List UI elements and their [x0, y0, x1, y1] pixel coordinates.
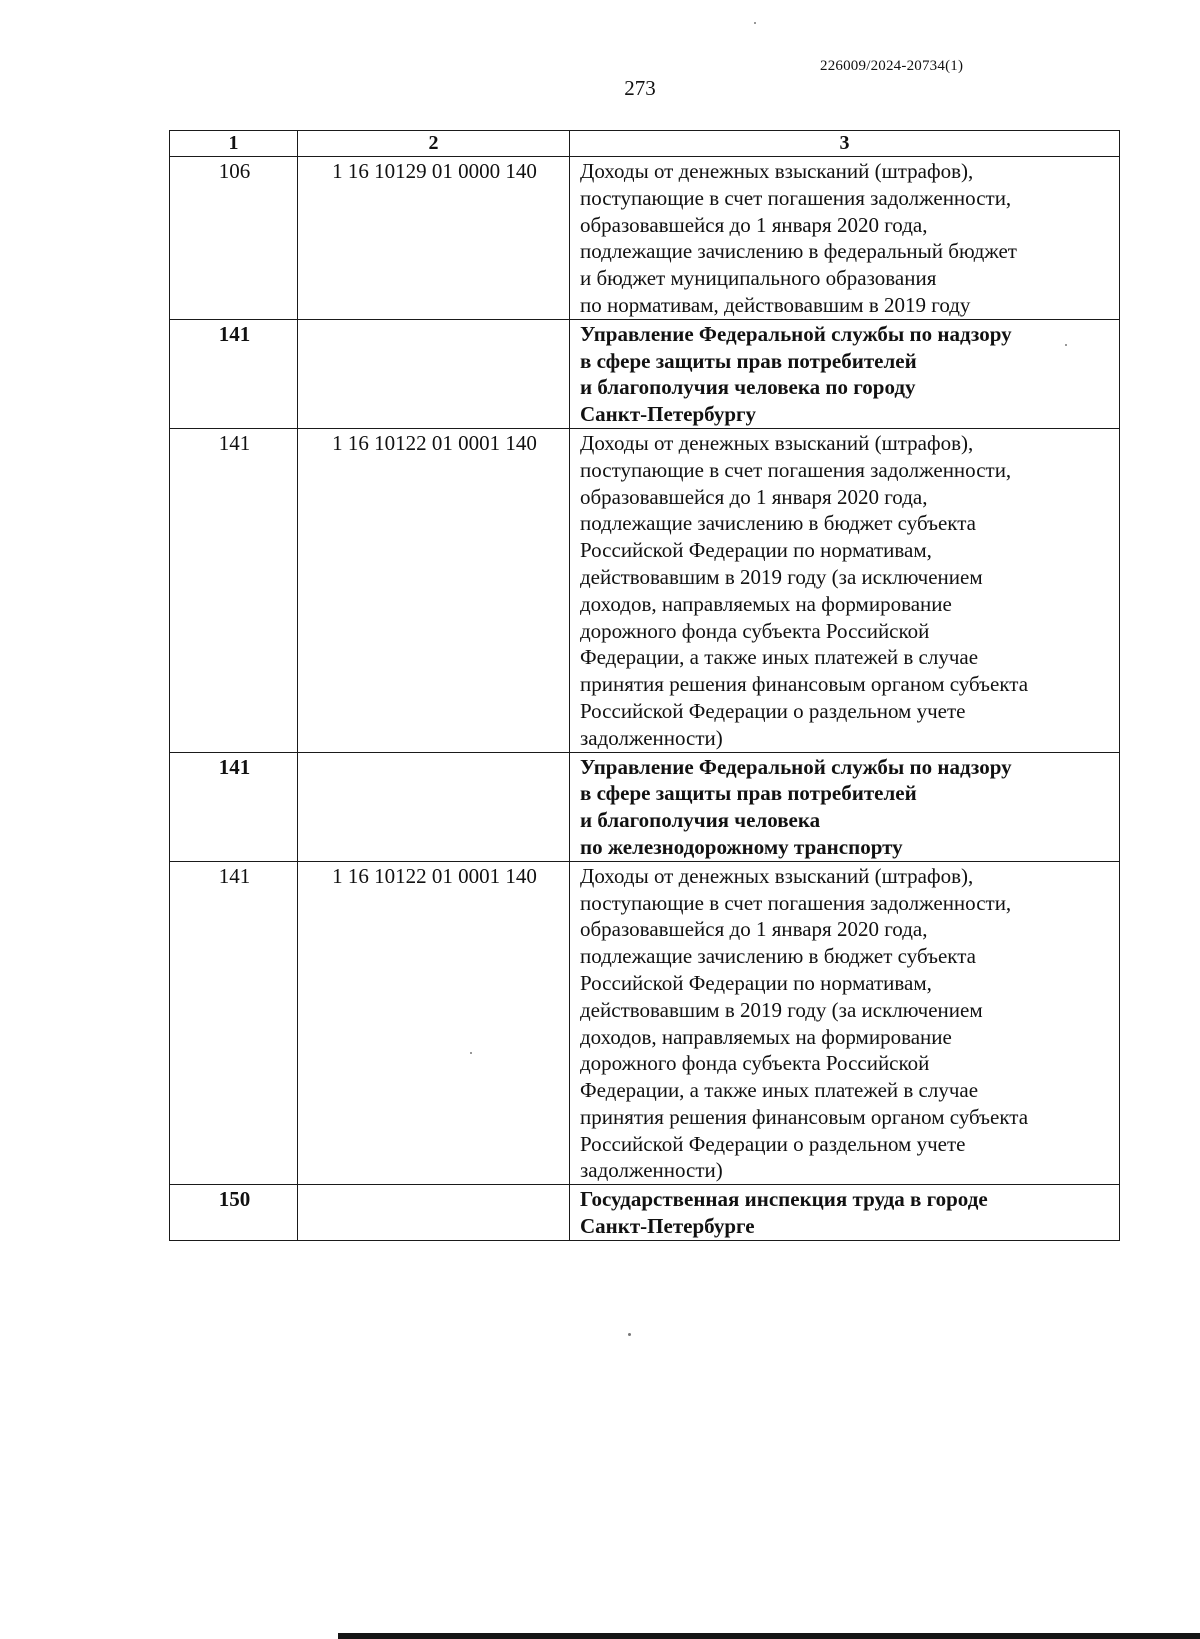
budget-revenue-table [169, 130, 1120, 1241]
table-header-row [170, 131, 1120, 157]
description-line: подлежащие зачислению в федеральный бюджет [580, 239, 1017, 264]
description-line: дорожного фонда субъекта Российской [580, 1051, 930, 1076]
scan-speck [628, 1333, 631, 1336]
description-line: по нормативам, действовавшим в 2019 году [580, 292, 971, 317]
document-registration-number: 226009/2024-20734(1) [820, 58, 964, 74]
description-line: Государственная инспекция труда в городе [580, 1187, 988, 1212]
cell-budget-classification-code: 1 16 10122 01 0001 140 [298, 428, 570, 752]
table-row [170, 157, 1120, 320]
description-line: Управление Федеральной службы по надзору [580, 321, 1012, 346]
scan-speck [1065, 344, 1067, 346]
cell-budget-classification-code: 1 16 10129 01 0000 140 [298, 157, 570, 320]
description-line: Российской Федерации о раздельном учете [580, 698, 966, 723]
cell-admin-code: 150 [170, 1185, 298, 1241]
description-line: принятия решения финансовым органом субъекта [580, 672, 1029, 697]
page-number: 273 [624, 76, 656, 100]
description-line: поступающие в счет погашения задолженности, [580, 457, 1012, 482]
cell-admin-code: 106 [170, 157, 298, 320]
column-header-2: 2 [298, 131, 570, 157]
scan-bottom-edge [338, 1633, 1200, 1639]
description-line: принятия решения финансовым органом субъекта [580, 1104, 1029, 1129]
description-line: Доходы от денежных взысканий (штрафов), [580, 430, 974, 455]
cell-description [570, 428, 1120, 752]
description-line: Российской Федерации по нормативам, [580, 970, 932, 995]
description-line: поступающие в счет погашения задолженности, [580, 185, 1012, 210]
cell-admin-code: 141 [170, 752, 298, 861]
description-line: подлежащие зачислению в бюджет субъекта [580, 944, 976, 969]
cell-description [570, 752, 1120, 861]
description-line: образовавшейся до 1 января 2020 года, [580, 484, 928, 509]
description-line: доходов, направляемых на формирование [580, 1024, 952, 1049]
description-line: и благополучия человека по городу [580, 375, 916, 400]
column-header-1: 1 [170, 131, 298, 157]
column-header-3: 3 [570, 131, 1120, 157]
cell-budget-classification-code [298, 1185, 570, 1241]
table-row [170, 428, 1120, 752]
cell-budget-classification-code: 1 16 10122 01 0001 140 [298, 861, 570, 1185]
scan-speck [754, 22, 756, 24]
description-line: задолженности) [580, 1158, 723, 1183]
cell-description [570, 861, 1120, 1185]
description-line: поступающие в счет погашения задолженности, [580, 890, 1012, 915]
description-line: Российской Федерации по нормативам, [580, 538, 932, 563]
description-line: Федерации, а также иных платежей в случае [580, 645, 979, 670]
description-line: Доходы от денежных взысканий (штрафов), [580, 159, 974, 183]
description-line: Санкт-Петербургу [580, 402, 757, 427]
cell-admin-code: 141 [170, 861, 298, 1185]
description-line: по железнодорожному транспорту [580, 834, 903, 859]
description-line: образовавшейся до 1 января 2020 года, [580, 212, 928, 237]
description-line: действовавшим в 2019 году (за исключением [580, 997, 983, 1022]
cell-description [570, 157, 1120, 320]
description-line: подлежащие зачислению в бюджет субъекта [580, 511, 976, 536]
description-line: и бюджет муниципального образования [580, 266, 937, 291]
table-section-row [170, 319, 1120, 428]
description-line: задолженности) [580, 725, 723, 750]
table-body [170, 157, 1120, 1241]
table-row [170, 861, 1120, 1185]
description-line: действовавшим в 2019 году (за исключением [580, 564, 983, 589]
description-line: доходов, направляемых на формирование [580, 591, 952, 616]
description-line: и благополучия человека [580, 808, 821, 833]
scan-speck [470, 1052, 472, 1054]
cell-admin-code: 141 [170, 319, 298, 428]
cell-admin-code: 141 [170, 428, 298, 752]
description-line: Федерации, а также иных платежей в случае [580, 1078, 979, 1103]
description-line: образовавшейся до 1 января 2020 года, [580, 917, 928, 942]
cell-description [570, 1185, 1120, 1241]
description-line: в сфере защиты прав потребителей [580, 781, 917, 806]
description-line: Российской Федерации о раздельном учете [580, 1131, 966, 1156]
description-line: дорожного фонда субъекта Российской [580, 618, 930, 643]
cell-description [570, 319, 1120, 428]
description-line: Доходы от денежных взысканий (штрафов), [580, 863, 974, 888]
table-section-row [170, 1185, 1120, 1241]
description-line: Санкт-Петербурге [580, 1214, 755, 1239]
description-line: Управление Федеральной службы по надзору [580, 754, 1012, 779]
table-section-row [170, 752, 1120, 861]
cell-budget-classification-code [298, 752, 570, 861]
cell-budget-classification-code [298, 319, 570, 428]
description-line: в сфере защиты прав потребителей [580, 348, 917, 373]
